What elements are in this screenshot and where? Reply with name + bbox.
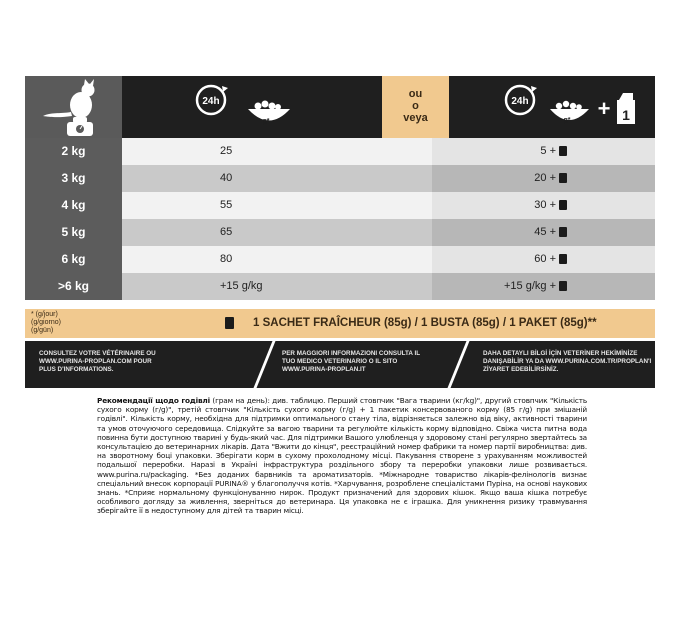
mixed-amount <box>477 165 637 192</box>
values-cell <box>122 219 655 246</box>
unit-footnote: * (g/jour) (g/giorno) (g/gün) <box>31 311 61 334</box>
sachet-label: 1 SACHET FRAÎCHEUR (85g) / 1 BUSTA (85g) / 1 PAKET (85g)** <box>253 317 597 329</box>
feeding-instructions-text <box>97 396 587 516</box>
weight-cell: >6 kg <box>25 273 122 300</box>
pack-icon <box>559 146 567 156</box>
daily-ration-bowl-icon <box>122 76 382 138</box>
mixed-amount <box>477 246 637 273</box>
mixed-amount-value: 60 + <box>534 253 556 265</box>
svg-text:+: + <box>597 96 611 121</box>
table-row <box>25 219 655 246</box>
feeding-table-header <box>25 76 655 138</box>
values-cell <box>122 165 655 192</box>
sachet-band <box>25 309 655 338</box>
mixed-amount-value: 5 + <box>540 145 556 157</box>
mixed-feeding-header <box>449 76 655 138</box>
pack-icon <box>559 281 567 291</box>
svg-text:1: 1 <box>622 107 630 123</box>
or-label: ou o veya <box>382 76 449 138</box>
cat-on-scale-icon <box>25 76 122 138</box>
mixed-amount <box>477 273 637 300</box>
consult-divider <box>448 341 470 388</box>
feeding-rows <box>25 138 655 300</box>
dry-amount: 65 <box>220 226 233 238</box>
svg-text:g*: g* <box>563 117 571 124</box>
feeding-table <box>25 76 655 300</box>
dry-amount: 55 <box>220 199 233 211</box>
values-cell <box>122 192 655 219</box>
consult-it: PER MAGGIORI INFORMAZIONI CONSULTA IL TUO MEDICO VETERINARIO O IL SITO WWW.PURINA-PROPLAN.IT <box>282 350 420 373</box>
values-cell <box>122 138 655 165</box>
dry-amount: +15 g/kg <box>220 280 263 292</box>
consult-tr: DAHA DETAYLI BİLGİ İÇİN VETERİNER HEKİMİNİZE DANIŞABİLİR YA DA WWW.PURINA.COM.TR/PROPLAN'I ZİYARET EDEBİLİRSİNİZ. <box>483 350 652 373</box>
svg-text:24h: 24h <box>202 96 220 107</box>
consult-divider <box>254 341 276 388</box>
sachet-icon <box>225 317 234 329</box>
pack-icon <box>559 254 567 264</box>
values-cell <box>122 273 655 300</box>
weight-cell: 5 kg <box>25 219 122 246</box>
weight-cell: 3 kg <box>25 165 122 192</box>
instructions-title: Рекомендації щодо годівлі <box>97 396 210 405</box>
cat-weight-header <box>25 76 122 138</box>
dry-amount: 80 <box>220 253 233 265</box>
instructions-body: (грам на день): див. таблицю. Перший стовпчик "Вага тварини (кг/kg)", другий стовпчик "Кількість сухого корму (г/g)", третій стовпчик "Кількість сухого корму (г/g) + 1 пакетик консервованого корму (85 г/g) при змішаній годівлі". Кількість корму, необхідна для підтримки оптимального стану тіла, відрізняється залежно від віку, активності тварини та умов оточуючого середовища. Слідкуйте за вагою тварини та регулюйте кількість корму відповідно. Свіжа чиста питна вода повинна бути доступною тварині у будь-який час. Для підтримки Вашого улюбленця у здоровому стані регулярно звертайтесь за консультацією до ветеринарних лікарів. Дата "Вжити до кінця", реєстраційний номер фабрики та номер партії виробництва: див. на зворотному боці упаковки. Зберігати корм в сухому прохолодному місці. Пакування створене з урахуванням можливостей подальшої переробки. Наразі в Україні інфраструктура роздільного збору та переробки упаковки лише розвивається. www.purina.ru/packaging. *Без доданих барвників та ароматизаторів. *Міжнародне товариство лікарів-фелінологів визнає спеціальний внесок корпорації PURINA® у благополуччя котів. *Харчування, розроблене спеціалістами Пуріна, на основі наукових знань. *Сприяє нормальному функціонуванню нирок. Продукт призначений для здорових кішок. Якщо ваша кішка потребує особливого догляду за живлення, зверніться до ветеринара. Ця упаковка не є іграшка. Для уникнення ризику травмування зберігайте її в недоступному для дітей та тварин місці. <box>97 396 587 516</box>
mixed-amount <box>477 138 637 165</box>
consult-band <box>25 341 655 388</box>
mixed-amount <box>477 219 637 246</box>
weight-cell: 4 kg <box>25 192 122 219</box>
dry-amount: 25 <box>220 145 233 157</box>
values-cell <box>122 246 655 273</box>
dry-amount: 40 <box>220 172 233 184</box>
weight-cell: 6 kg <box>25 246 122 273</box>
svg-text:g*: g* <box>262 118 270 125</box>
mixed-amount-value: +15 g/kg + <box>504 280 556 292</box>
table-row <box>25 192 655 219</box>
daily-ration-plus-pack-icon <box>449 76 655 138</box>
weight-cell: 2 kg <box>25 138 122 165</box>
svg-text:24h: 24h <box>511 96 529 107</box>
table-row <box>25 165 655 192</box>
mixed-amount-value: 30 + <box>534 199 556 211</box>
dry-only-header <box>122 76 382 138</box>
pack-icon <box>559 200 567 210</box>
pack-icon <box>559 227 567 237</box>
table-row <box>25 138 655 165</box>
mixed-amount-value: 45 + <box>534 226 556 238</box>
mixed-amount <box>477 192 637 219</box>
table-row <box>25 246 655 273</box>
mixed-amount-value: 20 + <box>534 172 556 184</box>
table-row <box>25 273 655 300</box>
consult-fr: CONSULTEZ VOTRE VÉTÉRINAIRE OU WWW.PURINA-PROPLAN.COM POUR PLUS D'INFORMATIONS. <box>39 350 156 373</box>
pack-icon <box>559 173 567 183</box>
